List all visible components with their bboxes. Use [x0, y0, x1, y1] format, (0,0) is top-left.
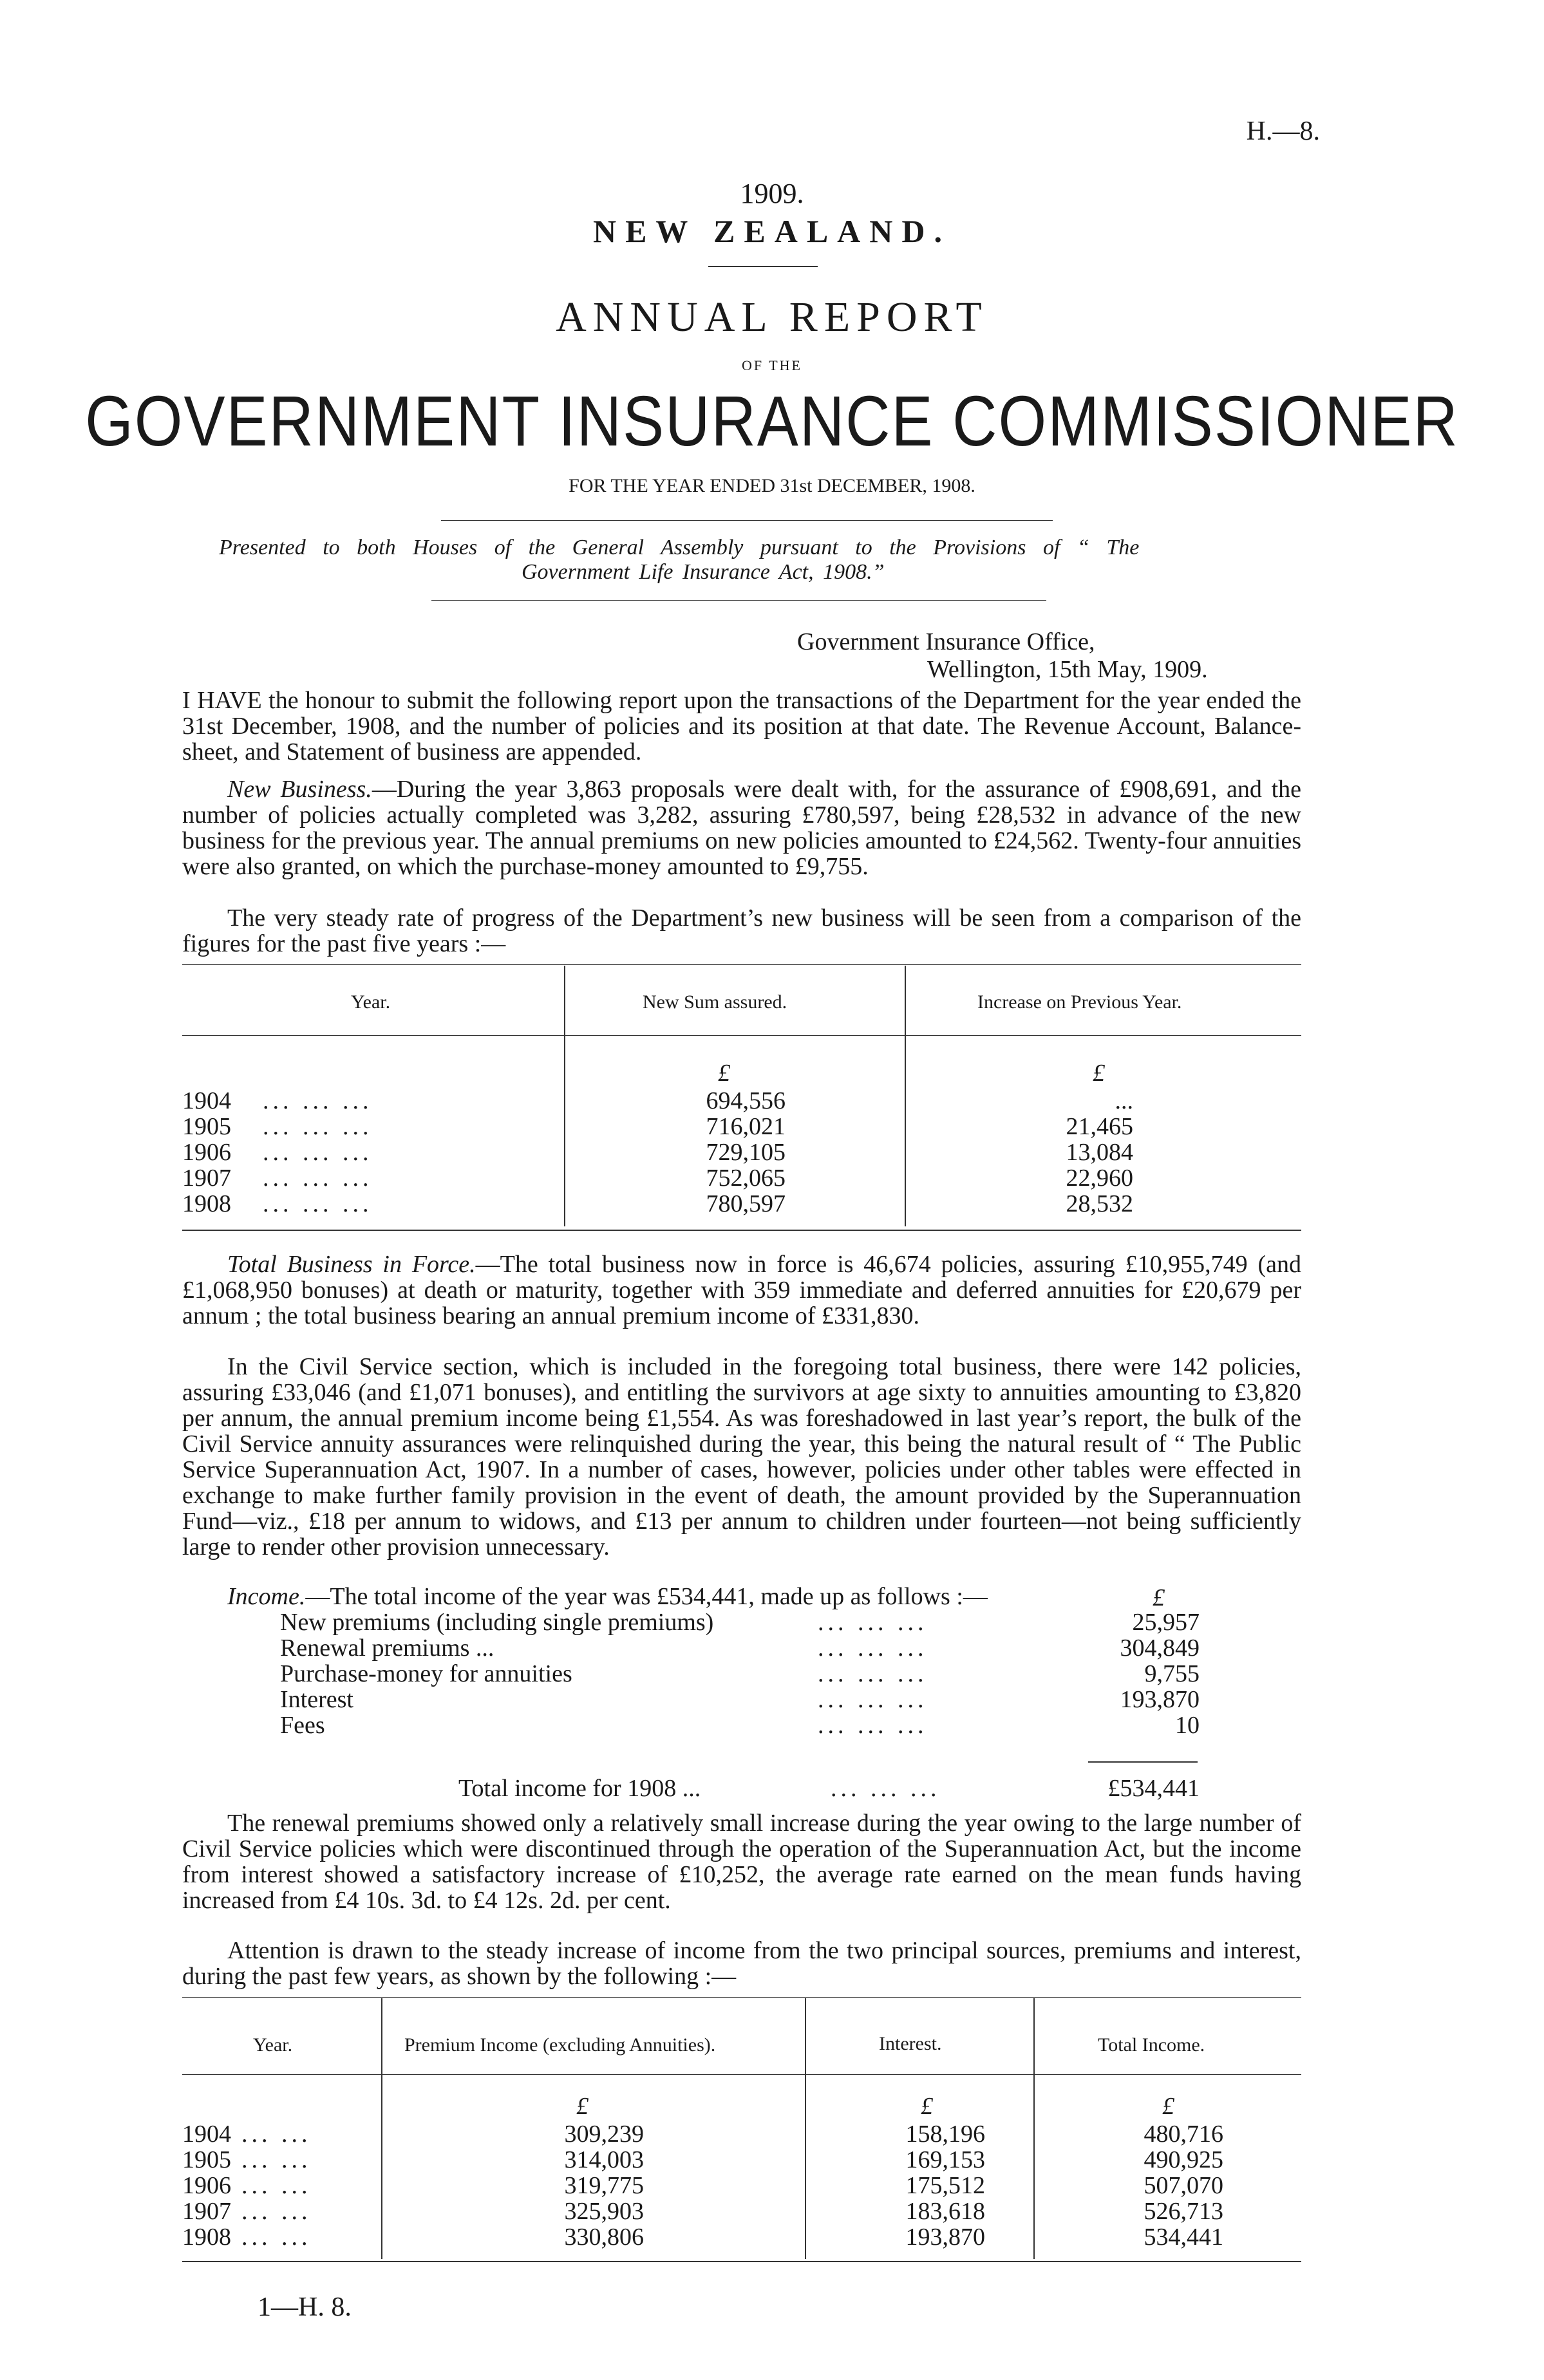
- income-item-value: 9,755: [1144, 1660, 1200, 1687]
- new-business-text: —During the year 3,863 proposals were dealt with, for the assurance of £908,691, and the number of policies actually completed was 3,282, assuring £780,597, being £28,532 in advance of the new business for the previous year. The annual premiums on new policies amounted to £24,562. Twenty-four annuities were also granted, on which the purchase-money amounted to £9,755.: [182, 776, 1301, 880]
- table2-header-rule: [182, 2074, 1301, 2075]
- table2-top-rule: [182, 1997, 1301, 1998]
- table-row-sum: 716,021: [706, 1113, 786, 1140]
- attention-paragraph: Attention is drawn to the steady increase of income from the two principal sources, premiums and interest, during the past few years, as shown by the following :—: [182, 1937, 1301, 1990]
- income-total-leader: ... ... ...: [831, 1775, 941, 1802]
- table-row-year: 1906: [182, 1139, 231, 1166]
- table-row-year: 1907: [182, 2198, 231, 2225]
- table-row-leader: ... ... ...: [263, 1087, 373, 1114]
- table-row-leader: ... ...: [241, 2121, 312, 2148]
- table2-unit-total: £: [1162, 2093, 1174, 2120]
- table-row-leader: ... ...: [241, 2172, 312, 2199]
- office-address: Government Insurance Office,: [797, 628, 1095, 655]
- page-reference: H.—8.: [1246, 117, 1320, 146]
- table-row-interest: 193,870: [905, 2224, 985, 2251]
- income-item-value: 10: [1175, 1712, 1200, 1739]
- date-line: Wellington, 15th May, 1909.: [927, 656, 1208, 683]
- table2-header-interest: Interest.: [879, 2033, 942, 2054]
- table-row-sum: 780,597: [706, 1190, 786, 1217]
- presented-line-2: Government Life Insurance Act, 1908.”: [522, 560, 885, 584]
- income-item-label: Fees: [280, 1712, 325, 1739]
- presented-line-1: Presented to both Houses of the General Assembly pursuant to the Provisions of “ The: [219, 536, 1140, 559]
- table1-top-rule: [182, 964, 1301, 965]
- income-total-value: £534,441: [1107, 1775, 1200, 1802]
- new-business-paragraph: [182, 776, 1301, 879]
- table1-unit-sum: £: [718, 1060, 730, 1087]
- civil-service-paragraph: In the Civil Service section, which is included in the foregoing total business, there were 142 policies, assuring £33,046 (and £1,071 bonuses), and entitling the survivors at age sixty to annuities amounting to £3,820 per annum, the annual premium income being £1,554. As was foreshadowed in last year’s report, the bulk of the Civil Service annuity assurances were relinquished during the year, this being the natural result of “ The Public Service Superannuation Act, 1907. In a number of cases, however, policies under other tables were effected in exchange to make further family provision in the event of death, the amount provided by the Superannuation Fund—viz., £18 per annum to widows, and £13 per annum to children under fourteen—not being sufficiently large to render other provision unnecessary.: [182, 1353, 1301, 1560]
- period-line: FOR THE YEAR ENDED 31st DECEMBER, 1908.: [569, 475, 975, 496]
- total-business-text: —The total business now in force is 46,674 policies, assuring £10,955,749 (and £1,068,950 bonuses) at death or maturity, together with 359 immediate and deferred annuities for £20,679 per annum ; the total business bearing an annual premium income of £331,830.: [182, 1251, 1301, 1329]
- country-heading: NEW ZEALAND.: [592, 213, 952, 249]
- income-item-label: Renewal premiums ...: [280, 1635, 494, 1662]
- table-row-interest: 169,153: [905, 2146, 985, 2173]
- table1-header-year: Year.: [351, 991, 391, 1013]
- table-row-leader: ... ... ...: [263, 1113, 373, 1140]
- table-row-interest: 158,196: [905, 2121, 985, 2148]
- table-row-leader: ... ... ...: [263, 1165, 373, 1192]
- table1-header-increase: Increase on Previous Year.: [977, 991, 1182, 1013]
- table-row-leader: ... ... ...: [263, 1139, 373, 1166]
- total-business-heading: Total Business in Force.: [227, 1251, 476, 1278]
- table-row-leader: ... ... ...: [263, 1190, 373, 1217]
- income-item-leader: ... ... ...: [818, 1712, 928, 1739]
- table-row-increase: ...: [1115, 1087, 1133, 1114]
- income-heading: Income.: [227, 1583, 306, 1610]
- table-row-interest: 175,512: [905, 2172, 985, 2199]
- table2-unit-premium: £: [576, 2093, 588, 2120]
- table1-header-rule: [182, 1035, 1301, 1036]
- table1-col-divider: [564, 966, 565, 1226]
- table-row-premium: 314,003: [564, 2146, 644, 2173]
- table-row-leader: ... ...: [241, 2224, 312, 2251]
- income-item-label: New premiums (including single premiums): [280, 1609, 714, 1636]
- income-unit: £: [1153, 1584, 1165, 1611]
- table-row-premium: 330,806: [564, 2224, 644, 2251]
- renewal-paragraph: The renewal premiums showed only a relatively small increase during the year owing to the large number of Civil Service policies which were discontinued through the operation of the Superannuation Act, but the income from interest showed a satisfactory increase of £10,252, the average rate earned on the mean funds having increased from £4 10s. 3d. to £4 12s. 2d. per cent.: [182, 1810, 1301, 1914]
- new-business-heading: New Business.: [227, 776, 372, 803]
- table-row-year: 1905: [182, 2146, 231, 2173]
- table-row-total: 526,713: [1144, 2198, 1223, 2225]
- table2-col-divider: [805, 1998, 806, 2259]
- table1-col-divider: [905, 966, 906, 1226]
- table-row-premium: 309,239: [564, 2121, 644, 2148]
- income-item-value: 193,870: [1120, 1686, 1200, 1713]
- page-signature: 1—H. 8.: [258, 2292, 352, 2322]
- commissioner-heading: GOVERNMENT INSURANCE COMMISSIONER: [85, 381, 1459, 461]
- income-total-label: Total income for 1908 ...: [458, 1775, 701, 1802]
- income-item-value: 304,849: [1120, 1635, 1200, 1662]
- header-divider: [708, 266, 818, 267]
- table-row-increase: 13,084: [1066, 1139, 1133, 1166]
- table-row-sum: 752,065: [706, 1165, 786, 1192]
- table-row-year: 1906: [182, 2172, 231, 2199]
- income-item-leader: ... ... ...: [818, 1660, 928, 1687]
- table-row-premium: 319,775: [564, 2172, 644, 2199]
- table-row-year: 1904: [182, 2121, 231, 2148]
- table-row-total: 507,070: [1144, 2172, 1223, 2199]
- table2-col-divider: [1033, 1998, 1035, 2259]
- table1-unit-increase: £: [1093, 1060, 1105, 1087]
- table-row-premium: 325,903: [564, 2198, 644, 2225]
- table-row-total: 534,441: [1144, 2224, 1223, 2251]
- table-row-year: 1904: [182, 1087, 231, 1114]
- table1-header-sum: New Sum assured.: [643, 991, 787, 1013]
- income-intro: —The total income of the year was £534,441, made up as follows :—: [305, 1583, 988, 1610]
- income-sum-rule: [1088, 1761, 1198, 1763]
- income-item-label: Purchase-money for annuities: [280, 1660, 572, 1687]
- intro-paragraph: I HAVE the honour to submit the following report upon the transactions of the Department for the year ended the 31st December, 1908, and the number of policies and its position at that date. The Revenue Account, Balance-sheet, and Statement of business are appended.: [182, 687, 1301, 765]
- progress-paragraph: The very steady rate of progress of the Department’s new business will be seen from a comparison of the figures for the past five years :—: [182, 904, 1301, 957]
- of-the-label: OF THE: [742, 357, 802, 373]
- total-business-paragraph: [182, 1251, 1301, 1329]
- table-row-leader: ... ...: [241, 2146, 312, 2173]
- table-row-leader: ... ...: [241, 2198, 312, 2225]
- table-row-sum: 729,105: [706, 1139, 786, 1166]
- table-row-total: 490,925: [1144, 2146, 1223, 2173]
- table-row-sum: 694,556: [706, 1087, 786, 1114]
- table-row-year: 1907: [182, 1165, 231, 1192]
- table2-bottom-rule: [182, 2261, 1301, 2262]
- table2-header-total: Total Income.: [1098, 2034, 1205, 2056]
- table-row-year: 1905: [182, 1113, 231, 1140]
- table-row-interest: 183,618: [905, 2198, 985, 2225]
- income-item-value: 25,957: [1132, 1609, 1200, 1636]
- income-item-leader: ... ... ...: [818, 1609, 928, 1636]
- table-row-increase: 21,465: [1066, 1113, 1133, 1140]
- table2-header-year: Year.: [253, 2034, 293, 2056]
- divider: [441, 520, 1053, 521]
- income-paragraph: [182, 1584, 1148, 1609]
- table2-unit-interest: £: [921, 2093, 933, 2120]
- table1-bottom-rule: [182, 1230, 1301, 1231]
- table-row-year: 1908: [182, 2224, 231, 2251]
- report-title: ANNUAL REPORT: [556, 294, 988, 341]
- divider: [431, 600, 1046, 601]
- table-row-total: 480,716: [1144, 2121, 1223, 2148]
- report-year: 1909.: [740, 178, 804, 209]
- table-row-year: 1908: [182, 1190, 231, 1217]
- table2-col-divider: [381, 1998, 382, 2259]
- income-item-leader: ... ... ...: [818, 1635, 928, 1662]
- table2-header-premium: Premium Income (excluding Annuities).: [404, 2034, 716, 2056]
- income-item-leader: ... ... ...: [818, 1686, 928, 1713]
- income-item-label: Interest: [280, 1686, 353, 1713]
- table-row-increase: 22,960: [1066, 1165, 1133, 1192]
- table-row-increase: 28,532: [1066, 1190, 1133, 1217]
